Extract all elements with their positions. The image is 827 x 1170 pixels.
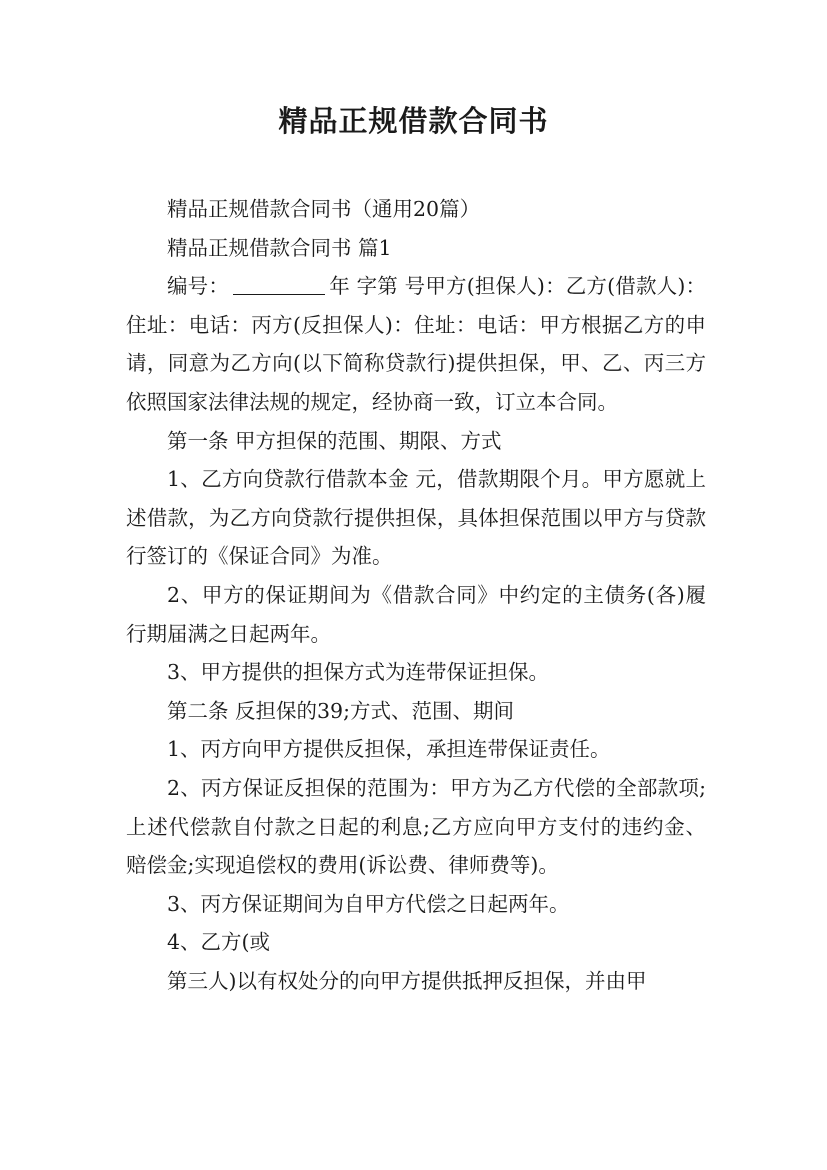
- contract-number-label: 编号：: [167, 274, 230, 299]
- article-two-clause-4-continued: 第三人)以有权处分的向甲方提供抵押反担保，并由甲: [167, 968, 647, 993]
- article-two-clause-1: 1、丙方向甲方提供反担保，承担连带保证责任。: [167, 737, 611, 762]
- document-title: 精品正规借款合同书: [278, 104, 549, 138]
- article-one-clause-1: 1、乙方向贷款行借款本金 元，借款期限个月。甲方愿就上述借款，为乙方向贷款行提供担保，具体担保范围以甲方与贷款行签订的《保证合同》为准。: [126, 467, 706, 569]
- subtitle-paragraph: 精品正规借款合同书（通用20篇）: [167, 197, 481, 221]
- article-two-clause-3: 3、丙方保证期间为自甲方代偿之日起两年。: [167, 891, 570, 916]
- section-heading-paragraph: 精品正规借款合同书 篇1: [167, 235, 392, 260]
- document-body: [126, 190, 706, 1000]
- article-two-heading: 第二条 反担保的39;方式、范围、期间: [167, 698, 515, 723]
- contract-intro-text: 年 字第 号甲方(担保人)：乙方(借款人)：住址：电话：丙方(反担保人)：住址：电话：甲方根据乙方的申请，同意为乙方向(以下简称贷款行)提供担保，甲、乙、丙三方依照国家法律法规的规定，经协商一致，订立本合同。: [126, 274, 707, 414]
- contract-number-blank: [233, 274, 325, 295]
- contract-intro-paragraph: [126, 267, 706, 421]
- article-one-clause-3: 3、甲方提供的担保方式为连带保证担保。: [167, 660, 550, 685]
- article-one-heading: 第一条 甲方担保的范围、期限、方式: [167, 428, 502, 453]
- article-one-clause-2: 2、甲方的保证期间为《借款合同》中约定的主债务(各)履行期届满之日起两年。: [126, 582, 706, 646]
- article-two-clause-2: 2、丙方保证反担保的范围为：甲方为乙方代偿的全部款项;上述代偿款自付款之日起的利息;乙方应向甲方支付的违约金、赔偿金;实现追偿权的费用(诉讼费、律师费等)。: [126, 775, 706, 878]
- article-two-clause-4: 4、乙方(或: [167, 930, 271, 955]
